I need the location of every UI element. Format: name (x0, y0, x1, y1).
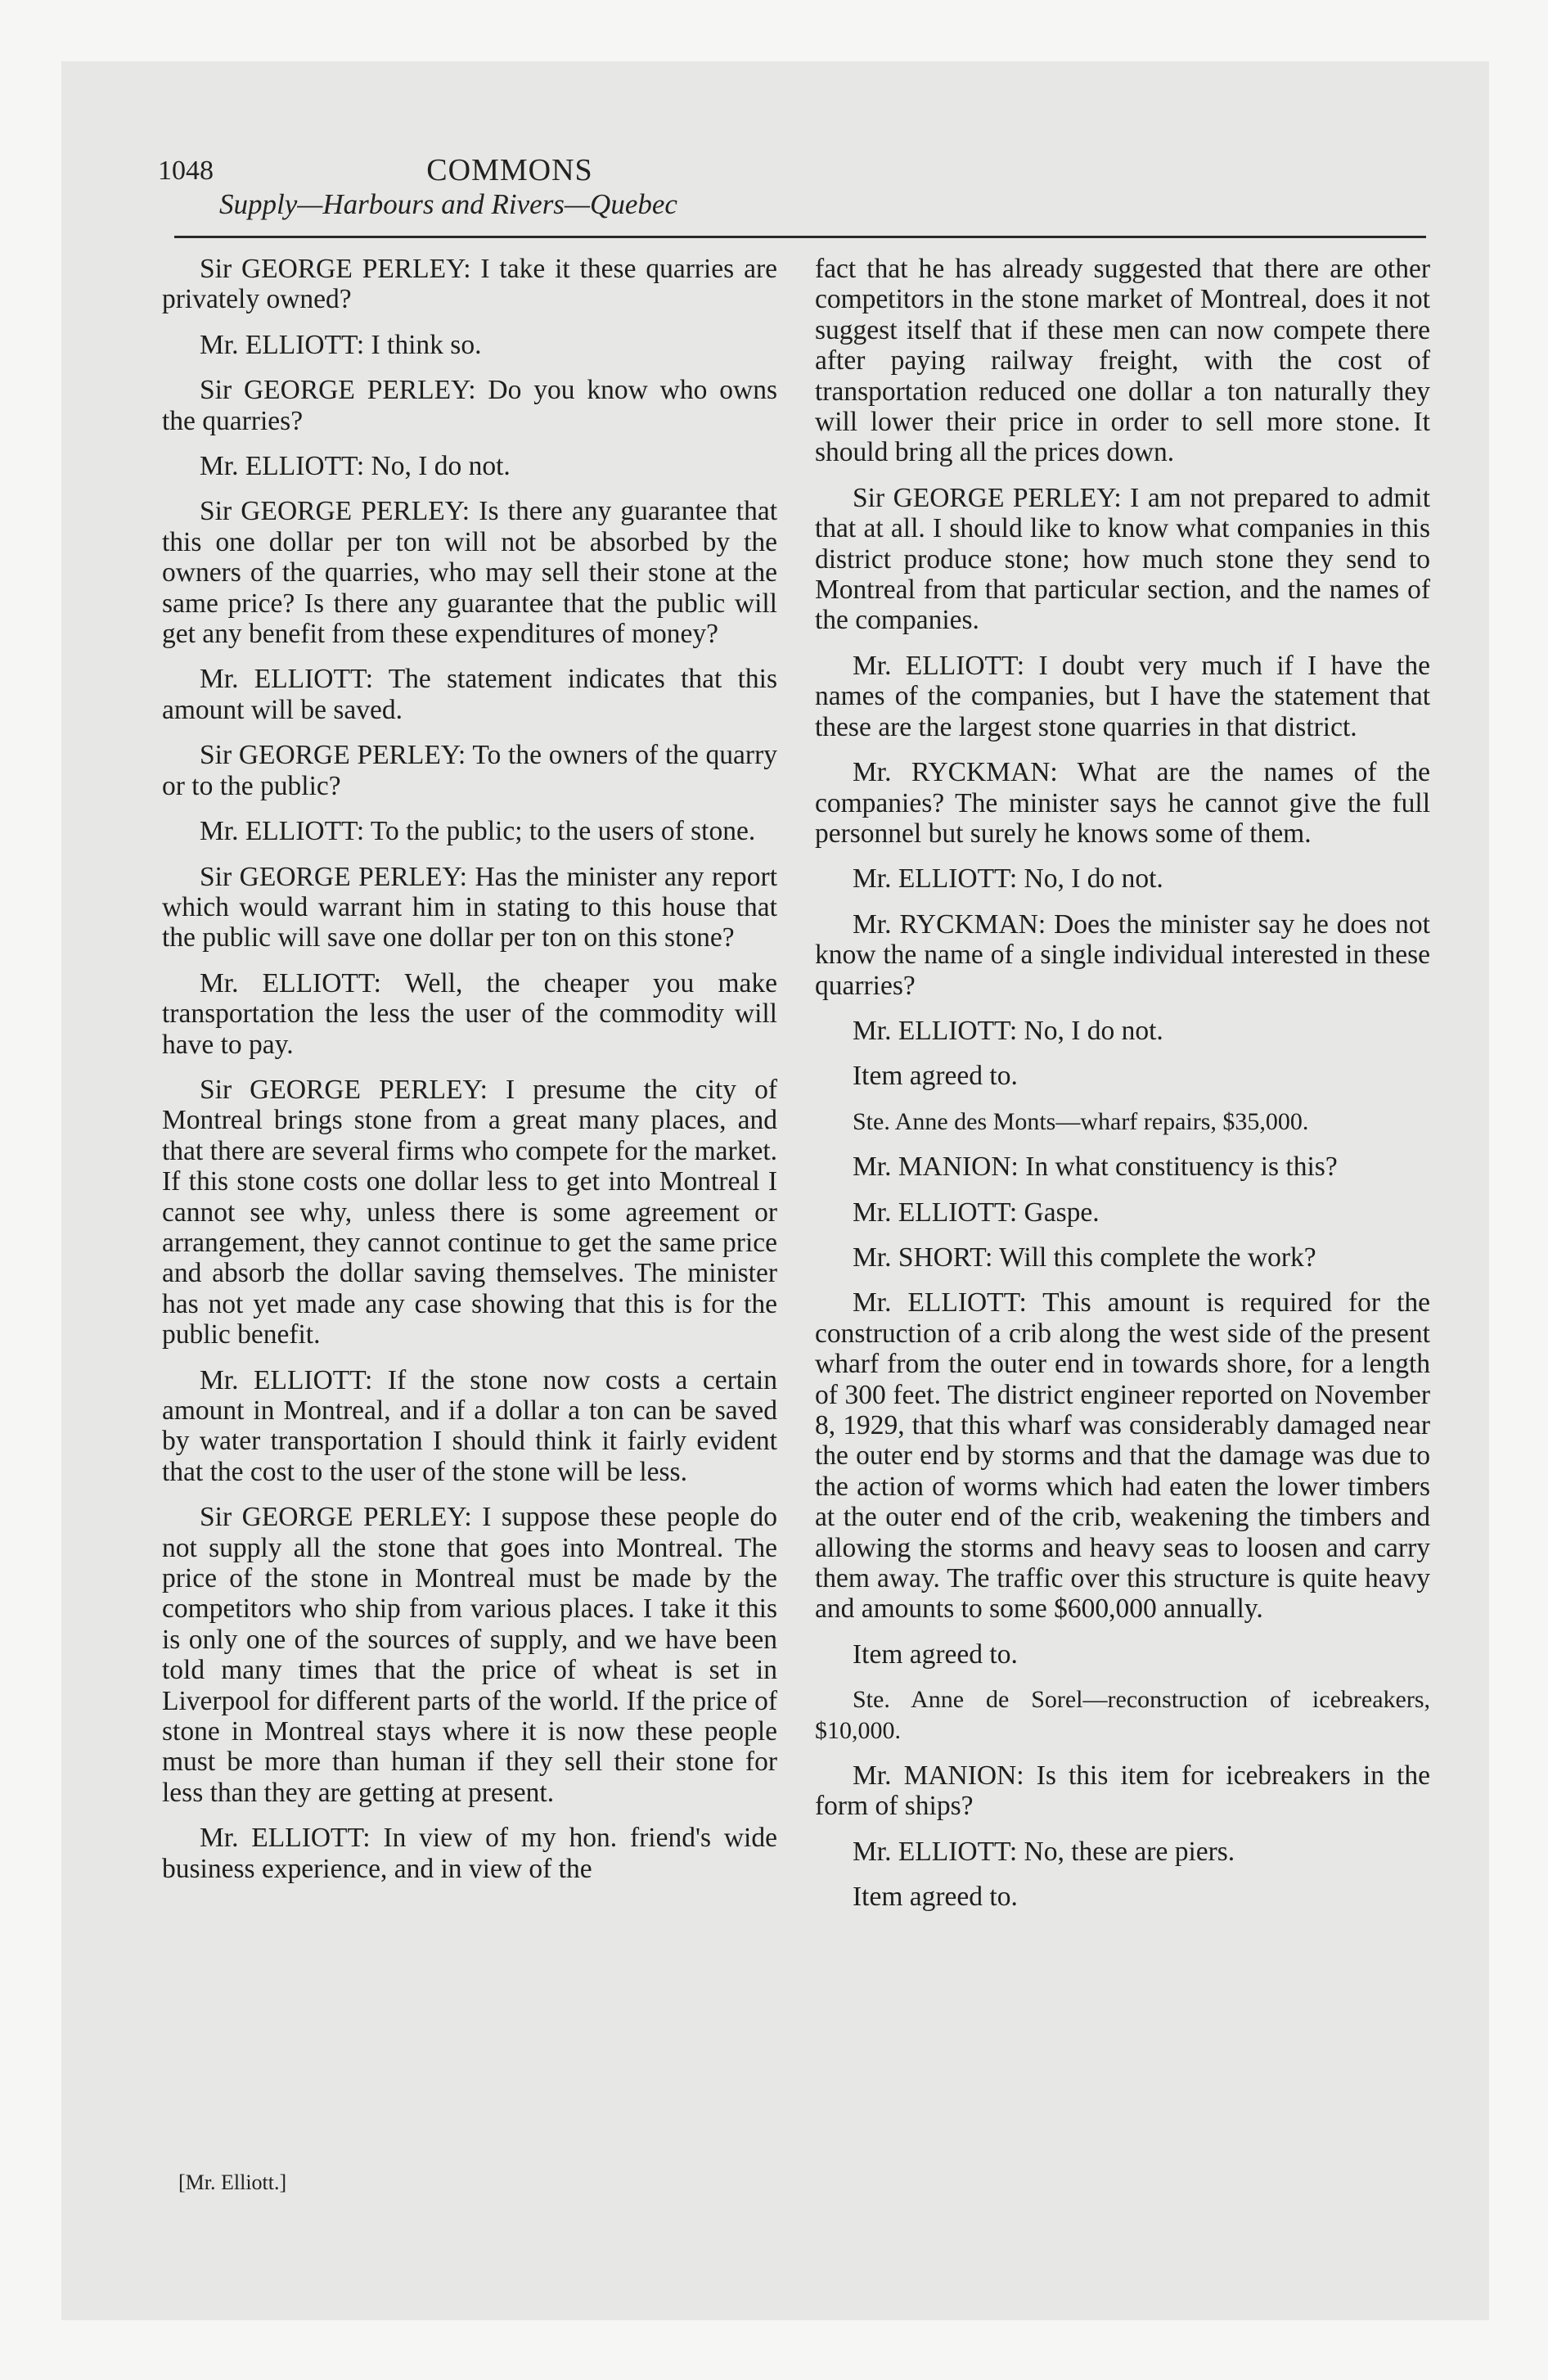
paragraph: Mr. SHORT: Will this complete the work? (853, 1242, 1316, 1273)
right-column (815, 254, 1430, 1927)
item-agreed: Item agreed to. (853, 1639, 1018, 1670)
paragraph: Sir GEORGE PERLEY: Has the minister any report which would warrant him in stating to this house that the public will save one dollar per ton on this stone? (162, 861, 777, 953)
paragraph: Sir GEORGE PERLEY: To the owners of the quarry or to the public? (162, 740, 777, 801)
paragraph: Mr. ELLIOTT: No, I do not. (200, 451, 511, 482)
estimate-item: Ste. Anne de Sorel—reconstruction of icebreakers, $10,000. (815, 1686, 1430, 1744)
paragraph: Mr. ELLIOTT: Gaspe. (853, 1197, 1100, 1228)
paragraph: Mr. ELLIOTT: I doubt very much if I have the names of the companies, but I have the statement that these are the largest stone quarries in that district. (815, 650, 1430, 742)
paragraph: Sir GEORGE PERLEY: Do you know who owns the quarries? (162, 375, 777, 436)
left-column (162, 254, 777, 1899)
paragraph: Sir GEORGE PERLEY: I take it these quarries are privately owned? (162, 254, 777, 315)
paragraph: Mr. ELLIOTT: In view of my hon. friend's wide business experience, and in view of the (162, 1823, 777, 1884)
paragraph: Mr. ELLIOTT: No, I do not. (853, 1015, 1163, 1046)
item-agreed: Item agreed to. (853, 1061, 1018, 1092)
paragraph: Sir GEORGE PERLEY: Is there any guarantee that this one dollar per ton will not be absorbed by the owners of the quarries, who may sell their stone at the same price? Is there any guarantee that the public will get any benefit from these expenditures of money? (162, 496, 777, 650)
paragraph: Mr. ELLIOTT: No, I do not. (853, 863, 1163, 895)
paragraph: Mr. ELLIOTT: This amount is required for the construction of a crib along the west side of the present wharf from the outer end in towards shore, for a length of 300 feet. The district engineer reported on November 8, 1929, that this wharf was considerably damaged near the outer end by storms and that the damage was due to the action of worms which had eaten the lower timbers at the outer end of the crib, weakening the timbers and allowing the storms and heavy seas to loosen and carry them away. The traffic over this structure is quite heavy and amounts to some $600,000 annually. (815, 1287, 1430, 1625)
paragraph: Mr. RYCKMAN: Does the minister say he does not know the name of a single individual interested in these quarries? (815, 908, 1430, 1001)
paragraph: Mr. ELLIOTT: I think so. (200, 329, 482, 360)
paragraph: Mr. ELLIOTT: To the public; to the users of stone. (200, 816, 756, 847)
paragraph: Mr. MANION: Is this item for icebreakers in the form of ships? (815, 1760, 1430, 1822)
paragraph: Mr. ELLIOTT: No, these are piers. (853, 1836, 1235, 1867)
estimate-item: Ste. Anne des Monts—wharf repairs, $35,000. (853, 1107, 1309, 1135)
paragraph: Sir GEORGE PERLEY: I am not prepared to admit that at all. I should like to know what companies in this district produce stone; how much stone they send to Montreal from that particular section, and the names of the companies. (815, 482, 1430, 636)
paragraph: fact that he has already suggested that there are other competitors in the stone market of Montreal, does it not suggest itself that if these men can now compete there after paying railway freight, with the cost of transportation reduced one dollar a ton naturally they will lower their price in order to sell more stone. It should bring all the prices down. (815, 254, 1430, 468)
paragraph: Sir GEORGE PERLEY: I suppose these people do not supply all the stone that goes into Montreal. The price of the stone in Montreal must be made by the competitors who ship from various places. I take it this is only one of the sources of supply, and we have been told many times that the price of wheat is set in Liverpool for different parts of the world. If the price of stone in Montreal stays where it is now these people must be more than human if they sell their stone for less than they are getting at present. (162, 1502, 777, 1808)
page-number: 1048 (158, 156, 214, 186)
item-agreed: Item agreed to. (853, 1882, 1018, 1913)
section-title: Supply—Harbours and Rivers—Quebec (219, 188, 677, 220)
paragraph: Mr. ELLIOTT: If the stone now costs a certain amount in Montreal, and if a dollar a ton can be saved by water transportation I should think it fairly evident that the cost to the user of the stone will be less. (162, 1364, 777, 1487)
paragraph: Mr. RYCKMAN: What are the names of the companies? The minister says he cannot give the full personnel but surely he knows some of them. (815, 757, 1430, 849)
paragraph: Mr. MANION: In what constituency is this? (853, 1152, 1338, 1183)
running-head: COMMONS (426, 153, 593, 187)
header-rule (174, 236, 1426, 238)
paragraph: Mr. ELLIOTT: The statement indicates that this amount will be saved. (162, 664, 777, 725)
paragraph: Mr. ELLIOTT: Well, the cheaper you make transportation the less the user of the commodity will have to pay. (162, 967, 777, 1060)
speaker-attribution: [Mr. Elliott.] (178, 2170, 287, 2194)
paragraph: Sir GEORGE PERLEY: I presume the city of Montreal brings stone from a great many places, and that there are several firms who compete for the market. If this stone costs one dollar less to get into Montreal I cannot see why, unless there is some agreement or arrangement, they cannot continue to get the same price and absorb the dollar saving themselves. The minister has not yet made any case showing that this is for the public benefit. (162, 1074, 777, 1350)
